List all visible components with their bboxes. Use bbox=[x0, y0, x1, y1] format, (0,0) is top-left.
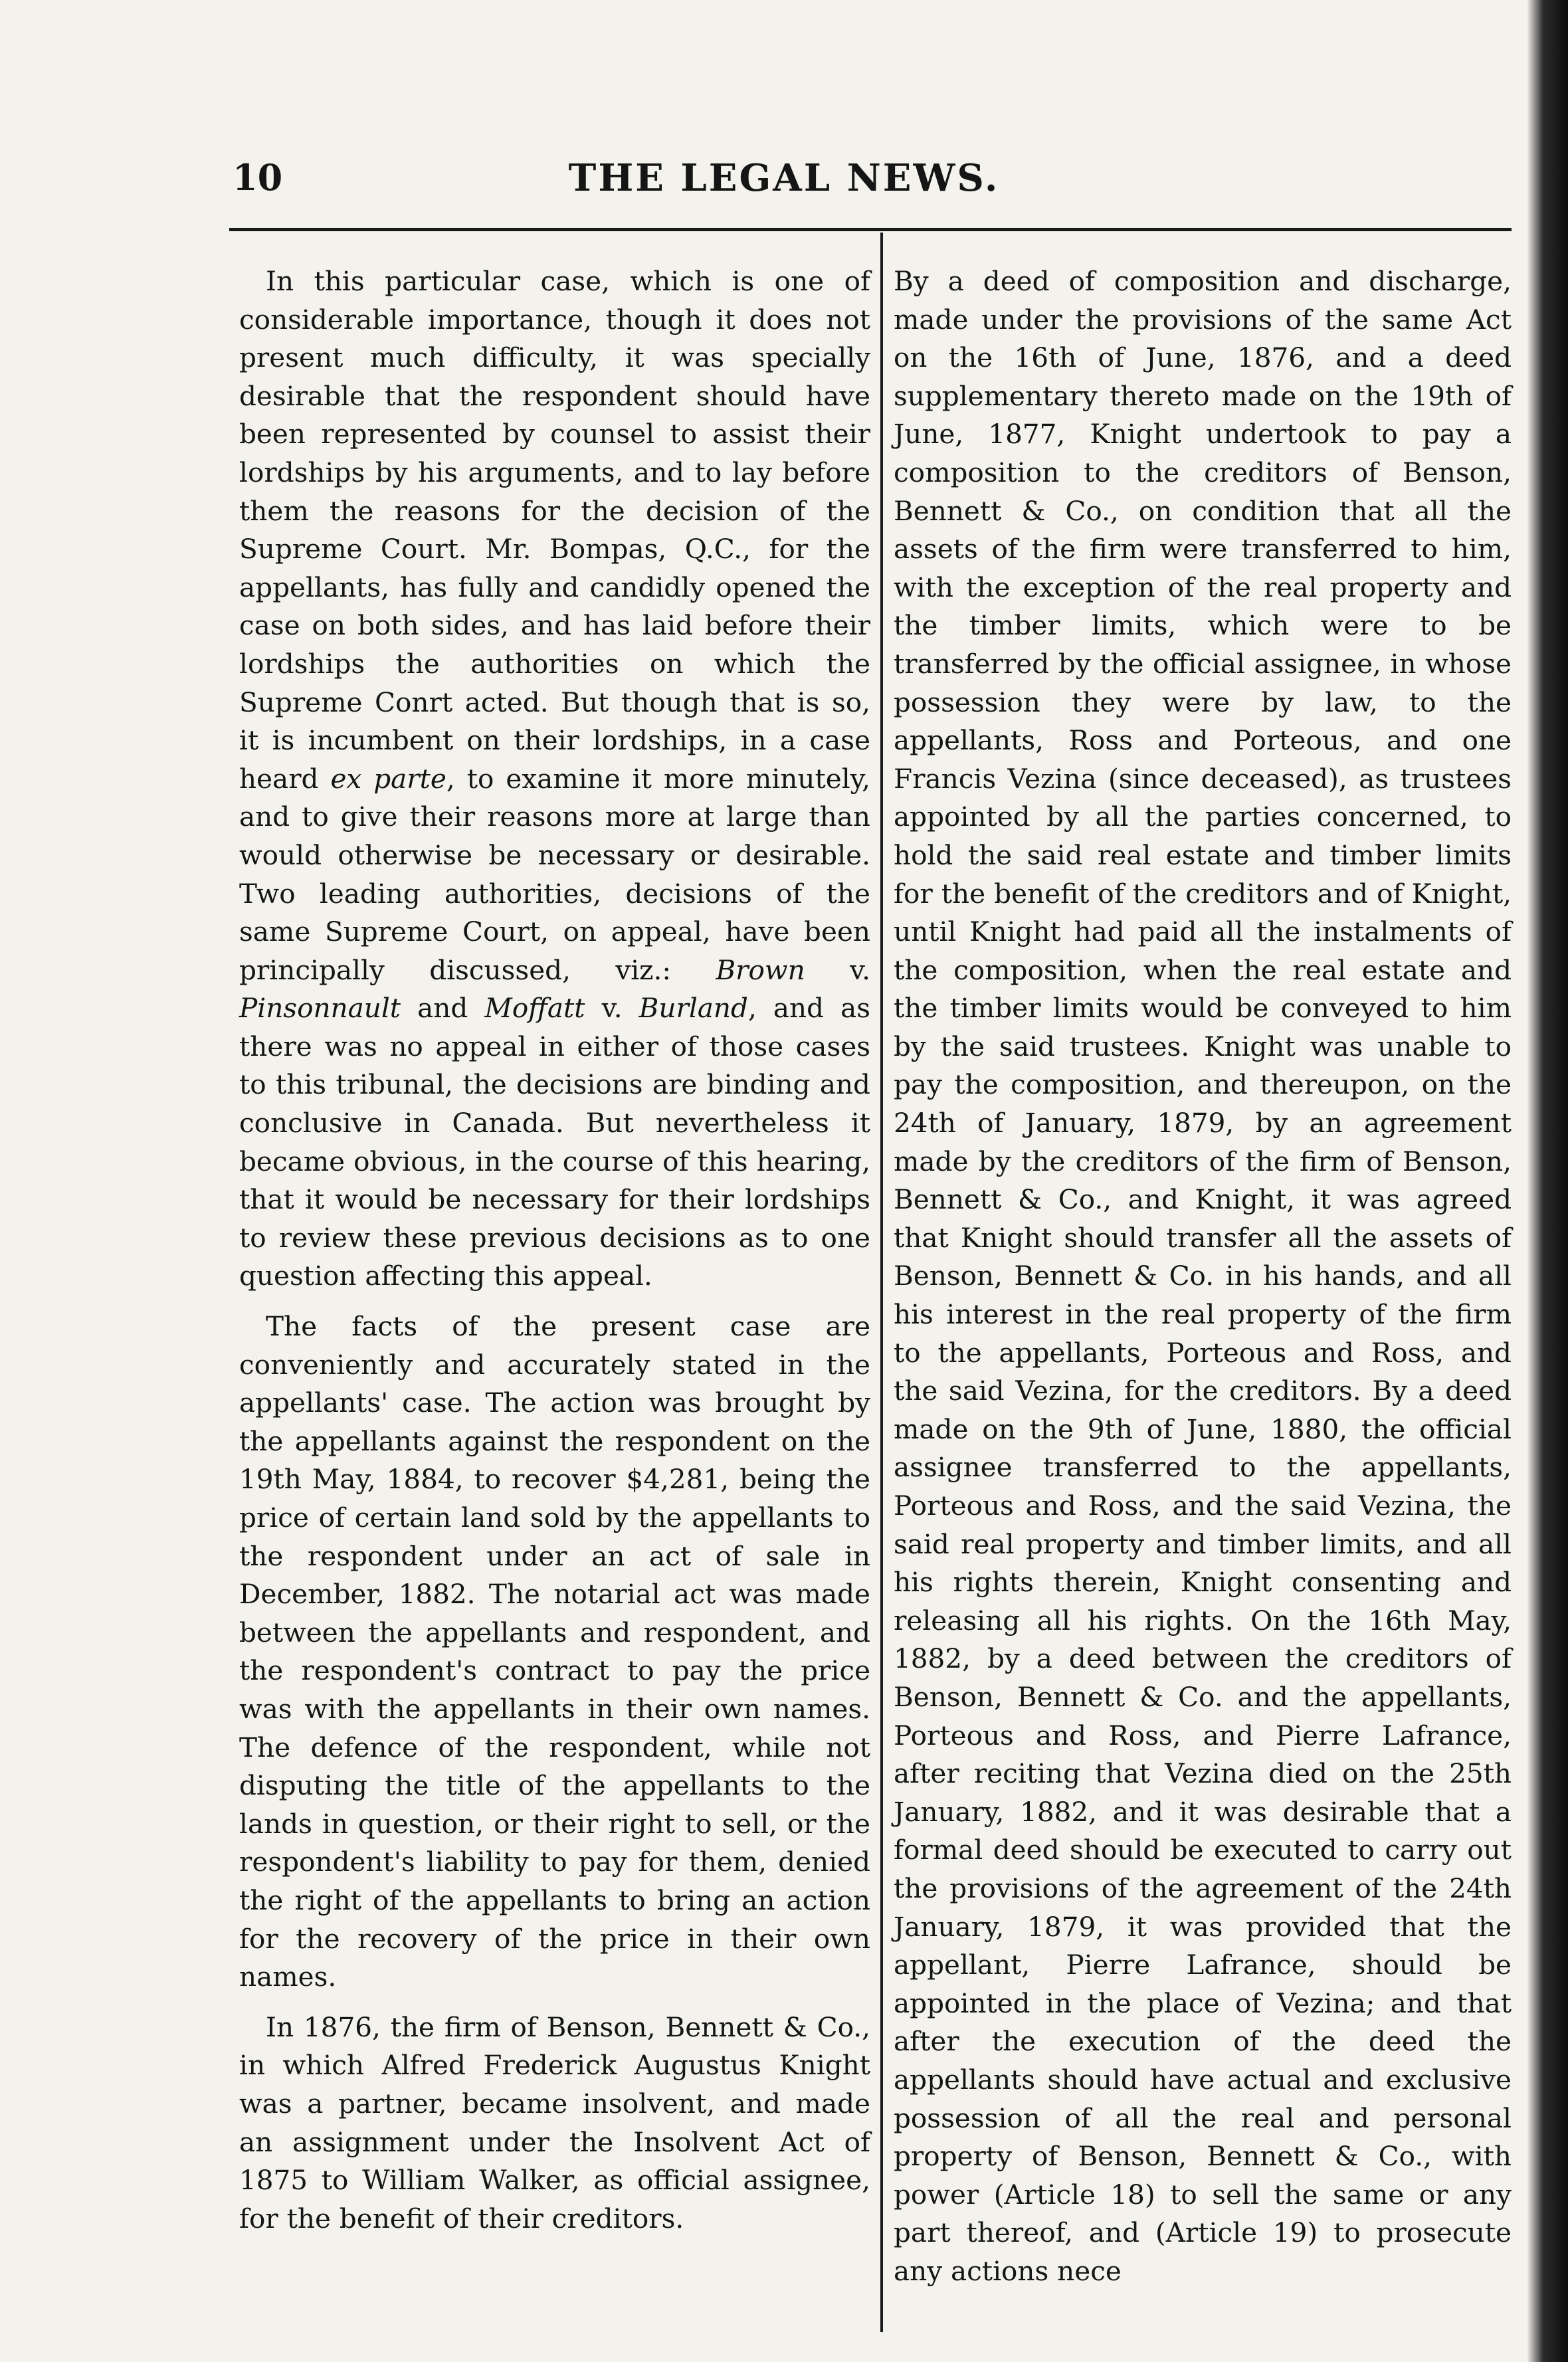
case-name: Brown bbox=[716, 953, 805, 986]
case-name: Pinsonnault bbox=[239, 992, 401, 1025]
paragraph: The facts of the present case are conveniently and accurately stated in the appellants' case. The action was brought by the appellants against the respondent on the 19th May, 1884, to recover $4,281, being the price of certain land sold by the appellants to the respondent under an act of sale in December, 1882. The notarial act was made between the appellants and respondent, and the respondent's contract to pay the price was with the appellants in their own names. The defence of the respondent, while not disputing the title of the appellants to the lands in question, or their right to sell, or the respondent's liability to pay for them, denied the right of the appellants to bring an action for the recovery of the price in their own names. bbox=[239, 1310, 870, 1993]
text-run: v. bbox=[585, 992, 639, 1025]
page-number: 10 bbox=[233, 156, 283, 199]
case-name: Moffatt bbox=[484, 992, 585, 1025]
header-rule bbox=[229, 228, 1512, 231]
case-name: Burland bbox=[638, 992, 748, 1025]
page-title: THE LEGAL NEWS. bbox=[568, 156, 1000, 200]
text-run: , and as there was no appeal in either of those cases to this tribunal, the decisions are binding and conclusive in Canada. But nevertheless it became obvious, in the course of this hearing, that it would be necessary for their lordships to review these previous decisions as to one question affecting this appeal. bbox=[239, 992, 870, 1292]
right-column bbox=[894, 262, 1512, 2290]
paragraph: In 1876, the firm of Benson, Bennett & Co., in which Alfred Frederick Augustus Knight was a partner, became insolvent, and made an assignment under the Insolvent Act of 1875 to William Walker, as official assignee, for the benefit of their creditors. bbox=[239, 2011, 870, 2234]
text-run: v. bbox=[805, 953, 870, 986]
italic-term: ex parte bbox=[330, 762, 446, 795]
text-run: and bbox=[401, 992, 485, 1025]
paragraph bbox=[239, 262, 870, 1296]
text-run: , to examine it more minutely, and to give their reasons more at large than would otherwise be necessary or desirable. Two leading authorities, decisions of the same Supreme Court, on appeal, have been principally discussed, viz.: bbox=[239, 762, 871, 986]
column-divider bbox=[880, 233, 883, 2332]
left-column bbox=[239, 262, 870, 2238]
paragraph: By a deed of composition and discharge, made under the provisions of the same Act on the 16th of June, 1876, and a deed supplementary thereto made on the 19th of June, 1877, Knight undertook to pay a composition to the creditors of Benson, Bennett & Co., on condition that all the assets of the firm were transferred to him, with the exception of the real property and the timber limits, which were to be transferred by the official assignee, in whose possession they were by law, to the appellants, Ross and Porteous, and one Francis Vezina (since deceased), as trustees appointed by all the parties concerned, to hold the said real estate and timber limits for the benefit of the creditors and of Knight, until Knight had paid all the instalments of the composition, when the real estate and the timber limits would be conveyed to him by the said trustees. Knight was unable to pay the composition, and thereupon, on the 24th of January, 1879, by an agreement made by the creditors of the firm of Benson, Bennett & Co., and Knight, it was agreed that Knight should transfer all the assets of Benson, Bennett & Co. in his hands, and all his interest in the real property of the firm to the appellants, Porteous and Ross, and the said Vezina, for the creditors. By a deed made on the 9th of June, 1880, the official assignee transferred to the appellants, Porteous and Ross, and the said Vezina, the said real property and timber limits, and all his rights therein, Knight consenting and releasing all his rights. On the 16th May, 1882, by a deed between the creditors of Benson, Bennett & Co. and the appellants, Porteous and Ross, and Pierre Lafrance, after reciting that Vezina died on the 25th January, 1882, and it was desirable that a formal deed should be executed to carry out the provisions of the agreement of the 24th January, 1879, it was provided that the appellant, Pierre Lafrance, should be appointed in the place of Vezina; and that after the execution of the deed the appellants should have actual and exclusive possession of all the real and personal property of Benson, Bennett & Co., with power (Article 18) to sell the same or any part thereof, and (Article 19) to prosecute any actions nece bbox=[894, 265, 1512, 2287]
text-run: In this particular case, which is one of considerable importance, though it does not present much difficulty, it was specially desirable that the respondent should have been represented by counsel to assist their lordships by his arguments, and to lay before them the reasons for the decision of the Supreme Court. Mr. Bompas, Q.C., for the appellants, has fully and candidly opened the case on both sides, and has laid before their lordships the authorities on which the Supreme Conrt acted. But though that is so, it is incumbent on their lordships, in a case heard bbox=[239, 265, 870, 795]
page-spine-shadow bbox=[1527, 0, 1568, 2362]
